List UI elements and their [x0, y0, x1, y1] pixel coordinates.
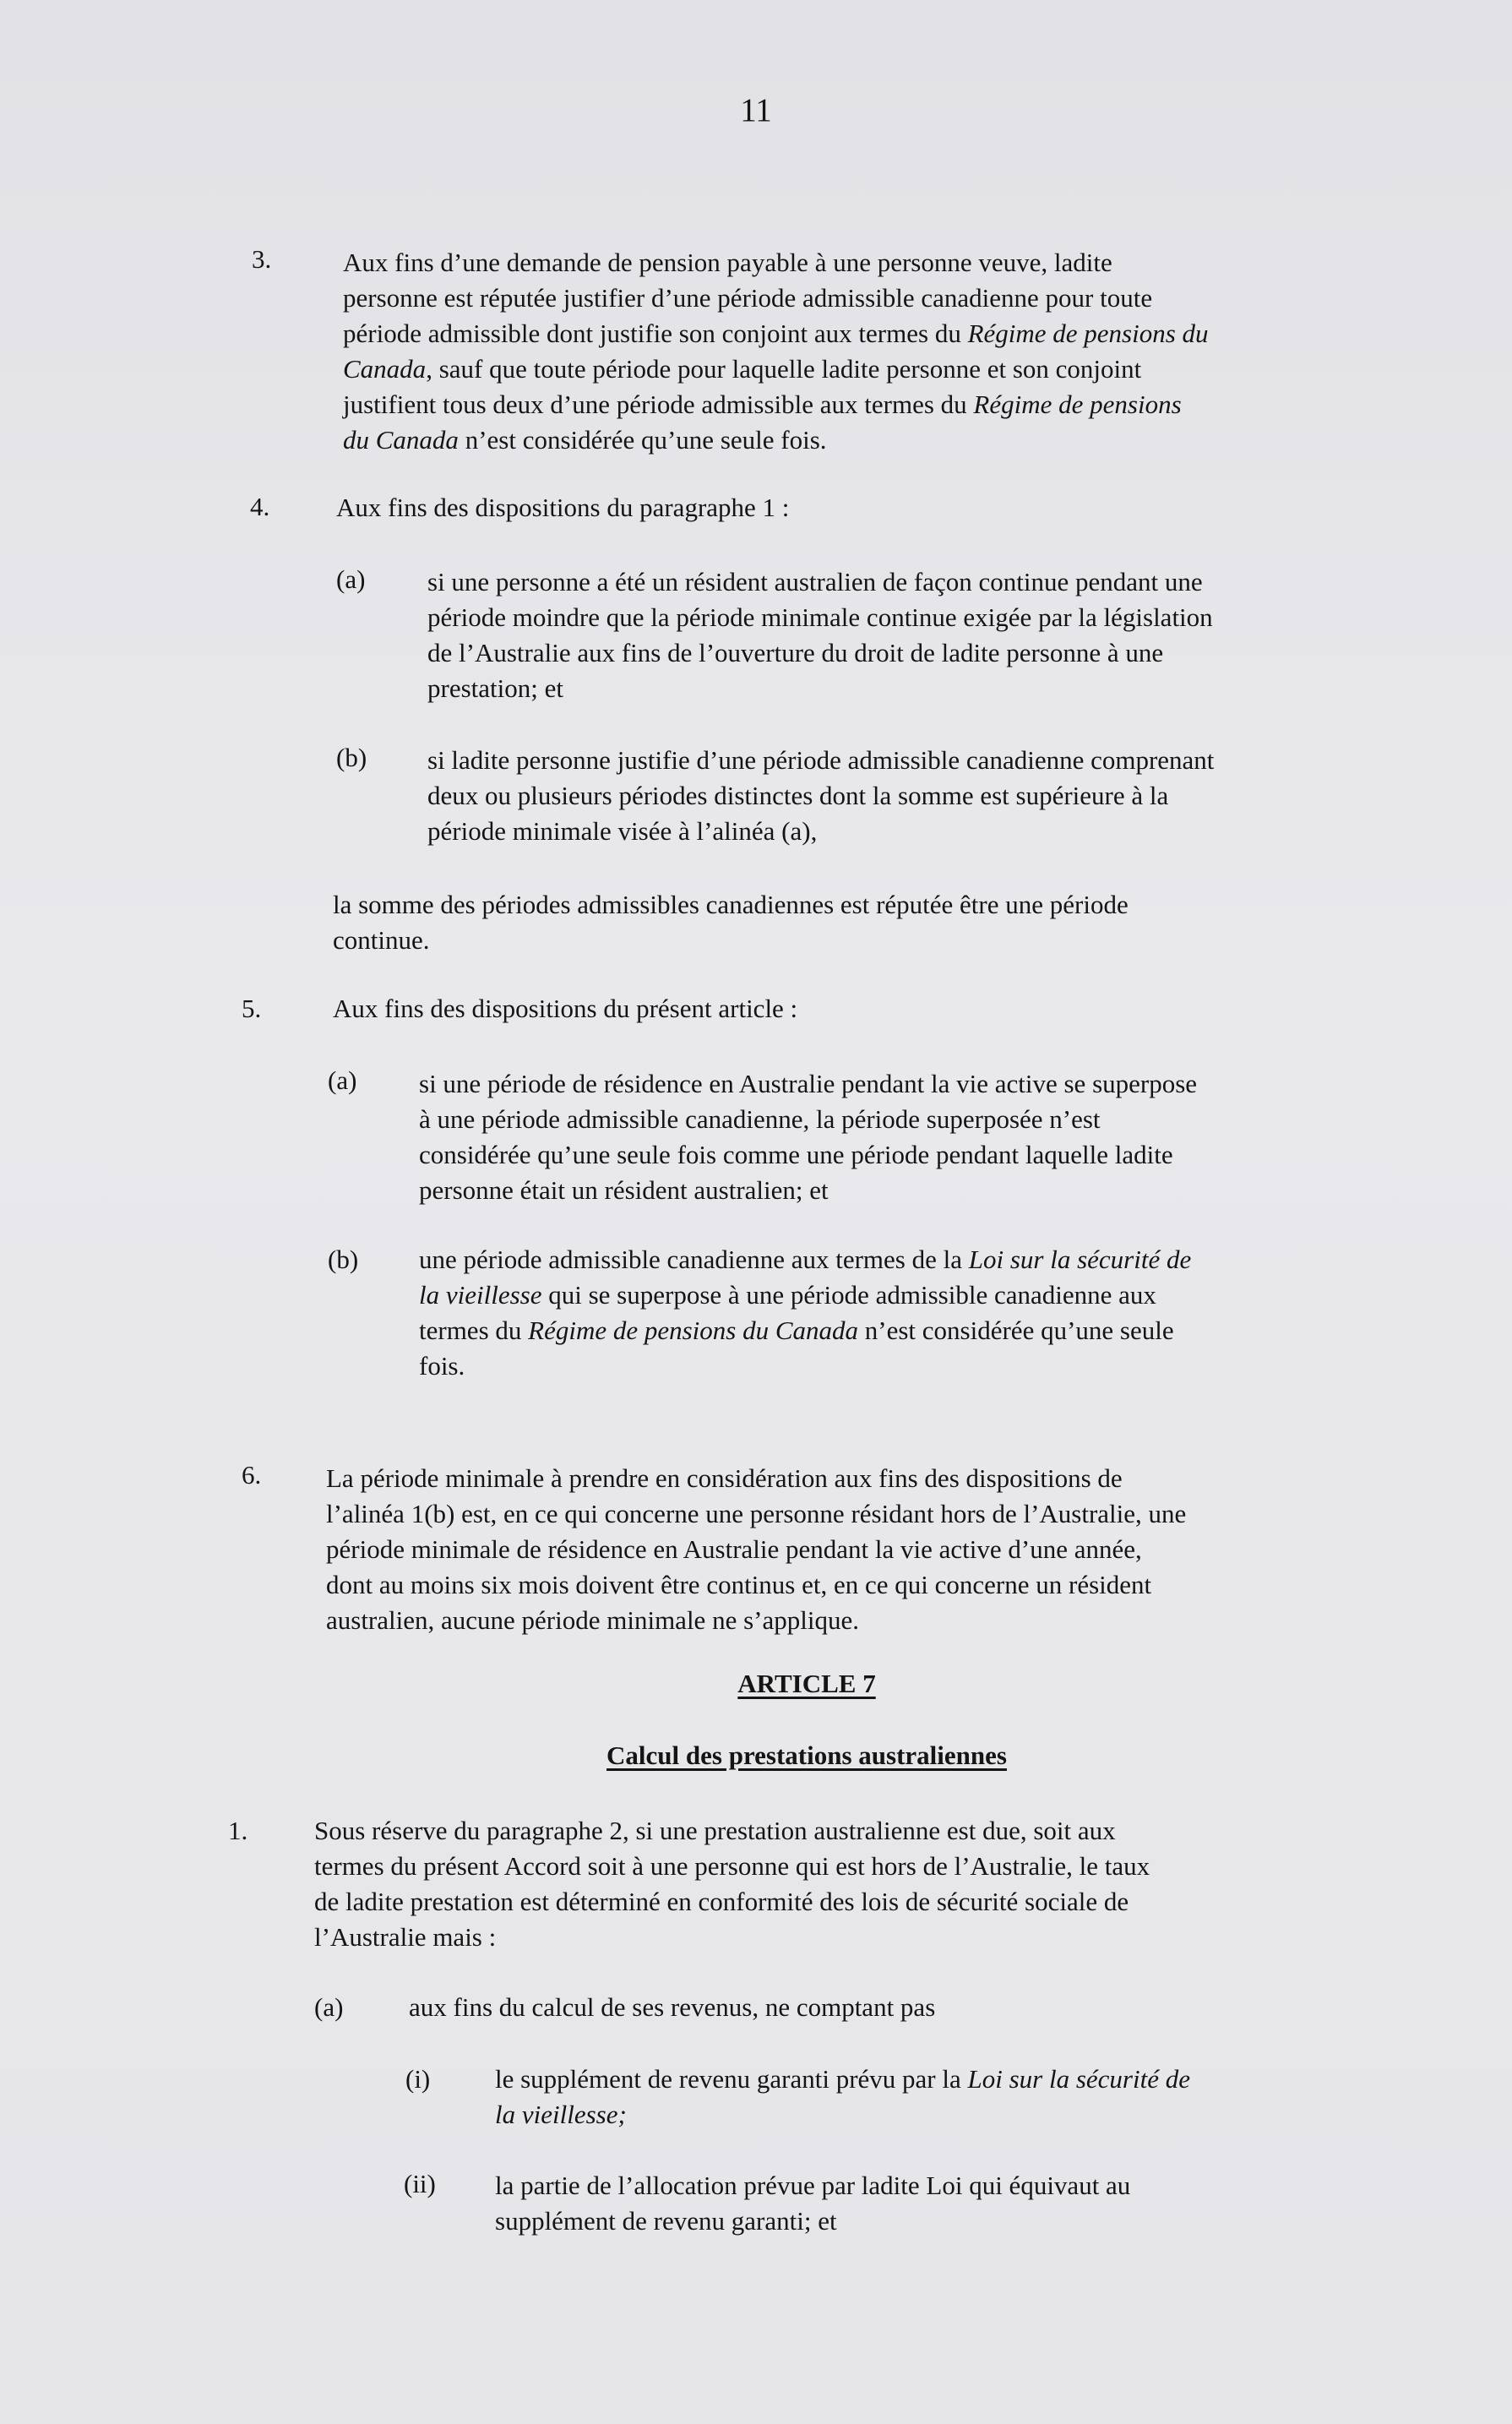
article-7-1a-label: (a) [314, 1992, 344, 2022]
paragraph-4b-label: (b) [336, 743, 367, 772]
paragraph-5a-text: si une période de résidence en Australie pendant la vie active se superpose à une période admissible canadienne, la période superposée n’est considérée qu’une seule fois comme une période pendant laquelle ladite personne était un résident australien; et [419, 1069, 1198, 1205]
paragraph-6-text: La période minimale à prendre en considération aux fins des dispositions de l’alinéa 1(b) est, en ce qui concerne une personne résidant hors de l’Australie, une période minimale de résidence en Australie pendant la vie active d’une année, dont au moins six mois doivent être continus et, en ce qui concerne un résident australien, aucune période minimale ne s’applique. [326, 1463, 1187, 1635]
paragraph-5a-label: (a) [328, 1065, 357, 1095]
page-number: 11 [740, 92, 772, 128]
text-line: Aux fins d’une demande de pension payable à une personne veuve, ladite [343, 248, 1112, 277]
text-line: Canada, sauf que toute période pour laquelle ladite personne et son conjoint [343, 354, 1142, 384]
article-7-1a-ii-label: (ii) [404, 2169, 436, 2198]
paragraph-3-number: 3. [252, 244, 272, 274]
article-7-1a-i-text: le supplément de revenu garanti prévu par la Loi sur la sécurité de la vieillesse; [495, 2064, 1190, 2129]
text-line: période admissible dont justifie son conjoint aux termes du Régime de pensions du [343, 319, 1209, 348]
article-7-1a-ii-text: la partie de l’allocation prévue par ladite Loi qui équivaut au supplément de revenu garanti; et [495, 2171, 1131, 2236]
paragraph-5b-text: une période admissible canadienne aux termes de la Loi sur la sécurité de la vieillesse qui se superpose à une période admissible canadienne aux termes du Régime de pensions du Canada n’est considérée qu’une seule fois. [419, 1245, 1192, 1381]
article-title: ARTICLE 7 [737, 1669, 876, 1698]
text-line: personne est réputée justifier d’une période admissible canadienne pour toute [343, 283, 1153, 313]
article-7-paragraph-1-number: 1. [228, 1816, 248, 1845]
article-7-paragraph-1-text: Sous réserve du paragraphe 2, si une prestation australienne est due, soit aux termes du présent Accord soit à une personne qui est hors de l’Australie, le taux de ladite prestation est déterminé en conformité des lois de sécurité sociale de l’Australie mais : [314, 1816, 1150, 1952]
paragraph-4-intro: Aux fins des dispositions du paragraphe 1 : [336, 493, 790, 522]
article-7-1a-text: aux fins du calcul de ses revenus, ne comptant pas [409, 1992, 936, 2022]
paragraph-5-intro: Aux fins des dispositions du présent article : [333, 994, 798, 1023]
paragraph-4-number: 4. [250, 492, 270, 521]
paragraph-4b-text: si ladite personne justifie d’une période admissible canadienne comprenant deux ou plusieurs périodes distinctes dont la somme est supérieure à la période minimale visée à l’alinéa (a), [427, 745, 1215, 846]
paragraph-6-number: 6. [242, 1460, 262, 1490]
paragraph-5b-label: (b) [328, 1245, 359, 1274]
paragraph-4-closing: la somme des périodes admissibles canadiennes est réputée être une période continue. [333, 890, 1129, 955]
paragraph-5-number: 5. [242, 994, 262, 1023]
paragraph-4a-text: si une personne a été un résident australien de façon continue pendant une période moindre que la période minimale continue exigée par la législation de l’Australie aux fins de l’ouverture du droit de ladite personne à une prestation; et [427, 567, 1213, 703]
article-7-1a-i-label: (i) [405, 2064, 431, 2094]
paragraph-3-text [343, 245, 1209, 458]
paragraph-4a-label: (a) [336, 564, 366, 594]
text-line: justifient tous deux d’une période admissible aux termes du Régime de pensions [343, 389, 1182, 419]
article-subtitle: Calcul des prestations australiennes [606, 1740, 1007, 1770]
text-line: du Canada n’est considérée qu’une seule fois. [343, 425, 827, 455]
